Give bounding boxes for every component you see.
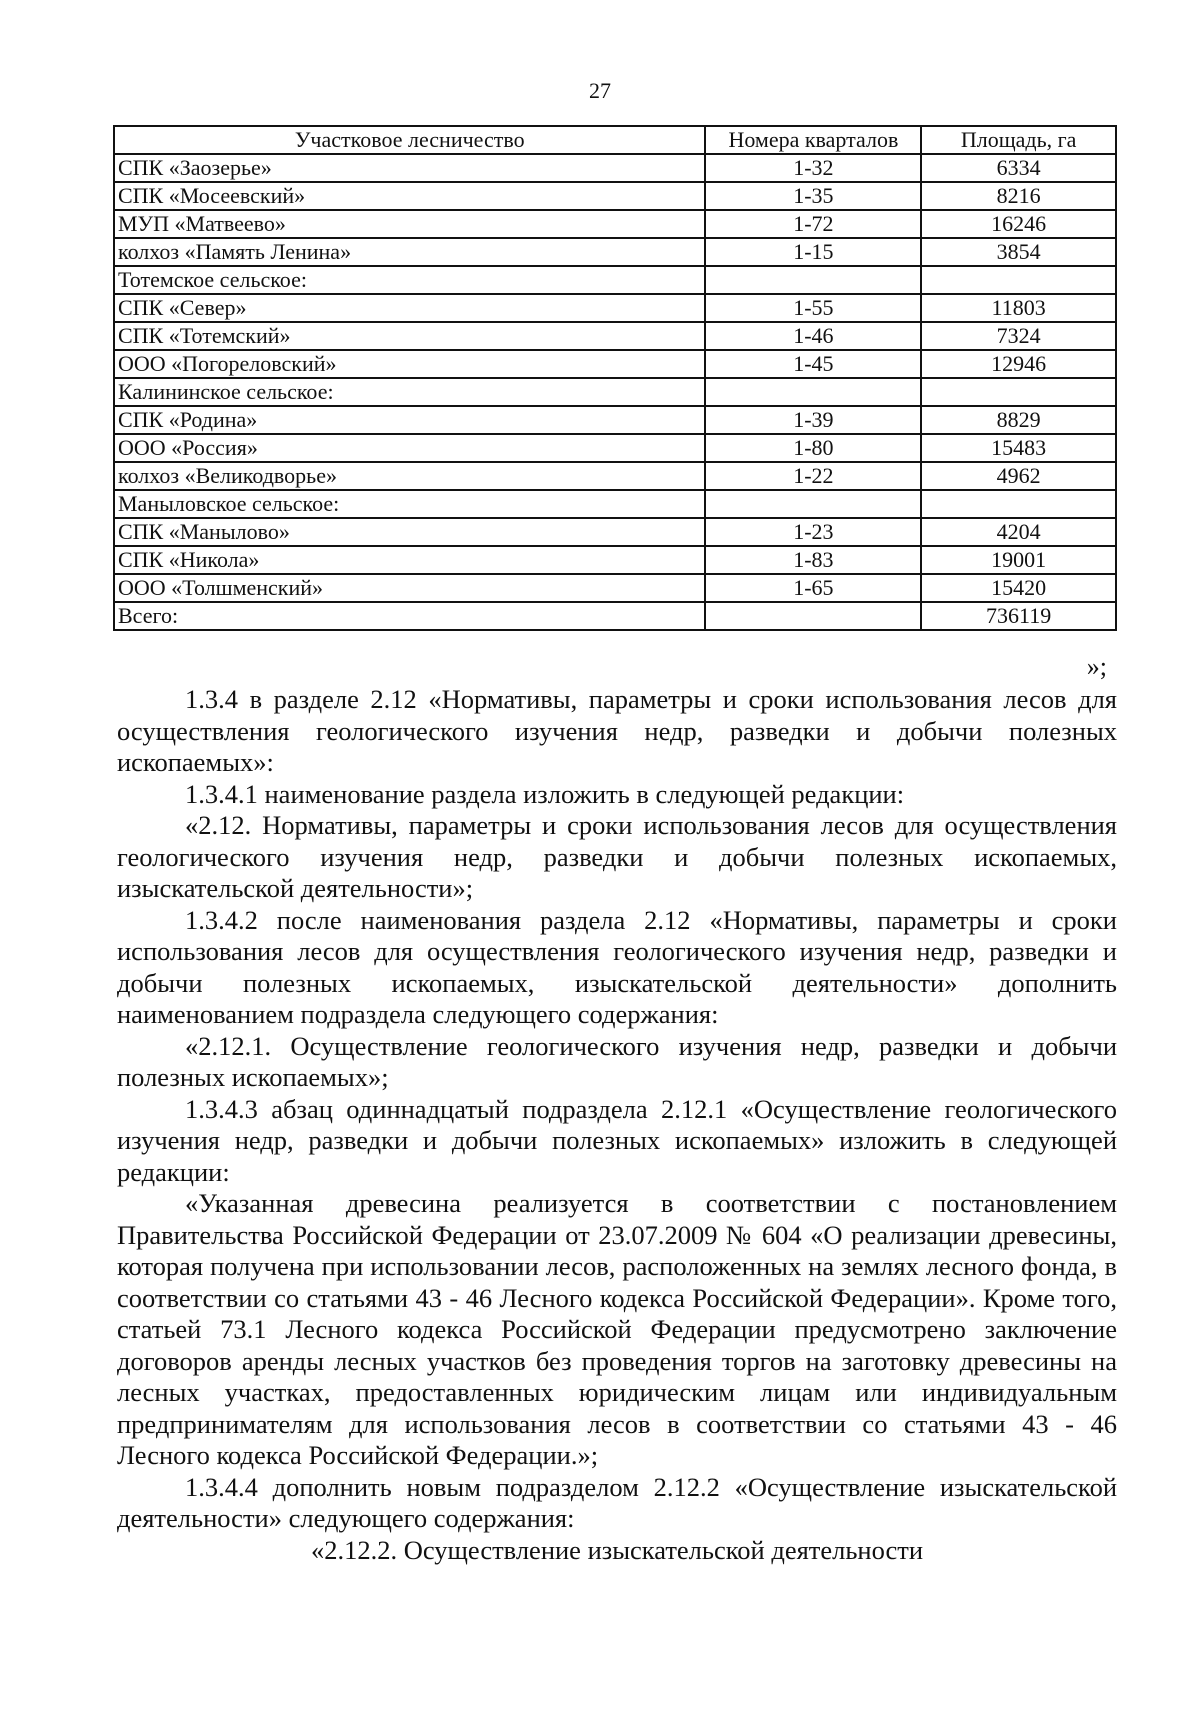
cell-quarters <box>705 490 921 518</box>
cell-quarters <box>705 378 921 406</box>
body-text <box>117 684 1117 1566</box>
cell-forestry: СПК «Мосеевский» <box>114 182 705 210</box>
table-row <box>114 294 1116 322</box>
paragraph: «2.12.1. Осуществление геологического изучения недр, разведки и добычи полезных ископаемых»; <box>117 1030 1117 1092</box>
cell-forestry: СПК «Манылово» <box>114 518 705 546</box>
column-header-quarters: Номера кварталов <box>705 126 921 154</box>
table-row <box>114 322 1116 350</box>
cell-forestry: МУП «Матвеево» <box>114 210 705 238</box>
table-header-row <box>114 126 1116 154</box>
cell-area: 4204 <box>921 518 1116 546</box>
cell-area: 15483 <box>921 434 1116 462</box>
cell-quarters: 1-80 <box>705 434 921 462</box>
cell-area: 7324 <box>921 322 1116 350</box>
cell-forestry: ООО «Россия» <box>114 434 705 462</box>
cell-forestry: СПК «Север» <box>114 294 705 322</box>
cell-area <box>921 378 1116 406</box>
cell-forestry: СПК «Заозерье» <box>114 154 705 182</box>
cell-quarters: 1-65 <box>705 574 921 602</box>
cell-quarters <box>705 266 921 294</box>
cell-area-total: 736119 <box>921 602 1116 630</box>
paragraph: «2.12. Нормативы, параметры и сроки использования лесов для осуществления геологического изучения недр, разведки и добычи полезных ископаемых, изыскательской деятельности»; <box>117 810 1117 903</box>
cell-quarters <box>705 602 921 630</box>
cell-forestry: СПК «Тотемский» <box>114 322 705 350</box>
table-row <box>114 154 1116 182</box>
cell-area: 4962 <box>921 462 1116 490</box>
cell-forestry: ООО «Погореловский» <box>114 350 705 378</box>
table-row <box>114 406 1116 434</box>
paragraph: «Указанная древесина реализуется в соответствии с постановлением Правительства Российской Федерации от 23.07.2009 № 604 «О реализации древесины, которая получена при использовании лесов, расположенных на землях лесного фонда, в соответствии со статьями 43 - 46 Лесного кодекса Российской Федерации». Кроме того, статьей 73.1 Лесного кодекса Российской Федерации предусмотрено заключение договоров аренды лесных участков без проведения торгов на заготовку древесины на лесных участках, предоставленных юридическим лицам или индивидуальным предпринимателям для использования лесов в соответствии со статьями 43 - 46 Лесного кодекса Российской Федерации.»; <box>117 1188 1117 1470</box>
cell-quarters: 1-39 <box>705 406 921 434</box>
paragraph: 1.3.4.1 наименование раздела изложить в следующей редакции: <box>185 778 905 809</box>
paragraph: 1.3.4 в разделе 2.12 «Нормативы, параметры и сроки использования лесов для осуществления геологического изучения недр, разведки и добычи полезных ископаемых»: <box>117 684 1117 777</box>
table-row <box>114 462 1116 490</box>
cell-area <box>921 490 1116 518</box>
paragraph: 1.3.4.4 дополнить новым подразделом 2.12.2 «Осуществление изыскательской деятельности» следующего содержания: <box>117 1471 1117 1533</box>
table-row <box>114 350 1116 378</box>
table-row <box>114 574 1116 602</box>
table-row <box>114 434 1116 462</box>
cell-quarters: 1-46 <box>705 322 921 350</box>
table-row <box>114 266 1116 294</box>
table-row <box>114 238 1116 266</box>
cell-forestry: Тотемское сельское: <box>114 266 705 294</box>
cell-quarters: 1-22 <box>705 462 921 490</box>
page-number: 27 <box>589 78 611 103</box>
cell-quarters: 1-35 <box>705 182 921 210</box>
table-total-row <box>114 602 1116 630</box>
forestry-table <box>113 125 1117 631</box>
cell-area: 12946 <box>921 350 1116 378</box>
cell-quarters: 1-72 <box>705 210 921 238</box>
cell-quarters: 1-23 <box>705 518 921 546</box>
table-row <box>114 546 1116 574</box>
cell-forestry: ООО «Толшменский» <box>114 574 705 602</box>
closing-quote: »; <box>1086 652 1107 681</box>
cell-forestry: Всего: <box>114 602 705 630</box>
cell-quarters: 1-83 <box>705 546 921 574</box>
cell-area: 8829 <box>921 406 1116 434</box>
table-row <box>114 518 1116 546</box>
subsection-heading: «2.12.2. Осуществление изыскательской деятельности <box>310 1534 924 1565</box>
cell-forestry: Маныловское сельское: <box>114 490 705 518</box>
table-row <box>114 490 1116 518</box>
cell-area: 11803 <box>921 294 1116 322</box>
table-row <box>114 182 1116 210</box>
cell-area: 15420 <box>921 574 1116 602</box>
table-row <box>114 210 1116 238</box>
cell-forestry: Калининское сельское: <box>114 378 705 406</box>
paragraph: 1.3.4.2 после наименования раздела 2.12 «Нормативы, параметры и сроки использования лесов для осуществления геологического изучения недр, разведки и добычи полезных ископаемых, изыскательской деятельности» дополнить наименованием подраздела следующего содержания: <box>117 904 1117 1029</box>
cell-quarters: 1-45 <box>705 350 921 378</box>
cell-forestry: СПК «Родина» <box>114 406 705 434</box>
table-row <box>114 378 1116 406</box>
cell-quarters: 1-32 <box>705 154 921 182</box>
cell-quarters: 1-55 <box>705 294 921 322</box>
cell-forestry: колхоз «Великодворье» <box>114 462 705 490</box>
cell-area: 16246 <box>921 210 1116 238</box>
cell-forestry: СПК «Никола» <box>114 546 705 574</box>
cell-quarters: 1-15 <box>705 238 921 266</box>
paragraph: 1.3.4.3 абзац одиннадцатый подраздела 2.12.1 «Осуществление геологического изучения недр, разведки и добычи полезных ископаемых» изложить в следующей редакции: <box>117 1093 1117 1187</box>
cell-area: 19001 <box>921 546 1116 574</box>
cell-area: 3854 <box>921 238 1116 266</box>
cell-area <box>921 266 1116 294</box>
cell-forestry: колхоз «Память Ленина» <box>114 238 705 266</box>
cell-area: 8216 <box>921 182 1116 210</box>
cell-area: 6334 <box>921 154 1116 182</box>
column-header-forestry: Участковое лесничество <box>114 126 705 154</box>
column-header-area: Площадь, га <box>921 126 1116 154</box>
